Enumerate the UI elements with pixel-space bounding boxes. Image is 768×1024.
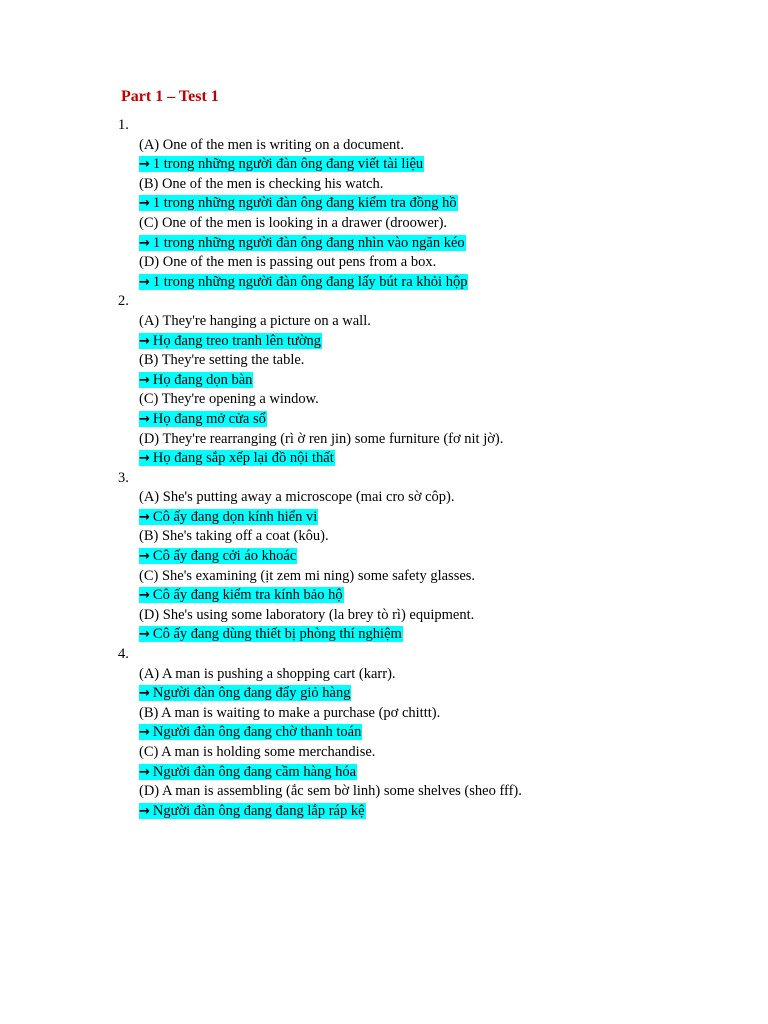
translation-highlight — [139, 764, 357, 780]
translation-line — [0, 802, 768, 822]
right-arrow-icon: → — [139, 411, 150, 427]
translation-highlight — [139, 587, 344, 603]
translation-highlight — [139, 372, 253, 388]
right-arrow-icon: → — [139, 588, 150, 604]
right-arrow-icon: → — [139, 627, 150, 643]
translation-text: 1 trong những người đàn ông đang kiểm tra đồng hồ — [152, 195, 457, 212]
question-number: 4. — [118, 646, 129, 663]
right-arrow-icon: → — [139, 157, 150, 173]
translation-text: Người đàn ông đang chờ thanh toán — [152, 724, 362, 741]
translation-line — [0, 234, 768, 254]
right-arrow-icon: → — [139, 509, 150, 525]
translation-text: Cô ấy đang kiểm tra kính bảo hộ — [152, 587, 343, 604]
translation-highlight — [139, 803, 366, 819]
translation-highlight — [139, 156, 424, 172]
translation-line — [0, 194, 768, 214]
translation-text: Họ đang mở cửa sổ — [152, 410, 266, 427]
option-text: (C) A man is holding some merchandise. — [139, 744, 376, 760]
right-arrow-icon: → — [139, 333, 150, 349]
translation-line — [0, 625, 768, 645]
translation-text: 1 trong những người đàn ông đang viết tài liệu — [152, 156, 424, 173]
translation-line — [0, 508, 768, 528]
translation-line — [0, 684, 768, 704]
right-arrow-icon: → — [139, 196, 150, 212]
option-text: (D) She's using some laboratory (la brey tò rì) equipment. — [139, 606, 475, 623]
question-number: 1. — [118, 117, 129, 133]
translation-line — [0, 586, 768, 606]
translation-line — [0, 410, 768, 430]
translation-highlight — [139, 235, 466, 251]
option-text: (B) She's taking off a coat (kôu). — [139, 528, 329, 545]
translation-line — [0, 547, 768, 567]
translation-highlight — [139, 685, 351, 701]
translation-text: Họ đang dọn bàn — [152, 371, 253, 388]
option-text: (B) They're setting the table. — [139, 352, 305, 369]
right-arrow-icon: → — [139, 764, 150, 780]
translation-line — [0, 371, 768, 391]
translation-highlight — [139, 548, 297, 564]
page-title: Part 1 – Test 1 — [121, 88, 219, 105]
translation-highlight — [139, 724, 362, 740]
option-text: (C) She's examining (ịt zem mi ning) some safety glasses. — [139, 567, 476, 584]
right-arrow-icon: → — [139, 686, 150, 702]
right-arrow-icon: → — [139, 803, 150, 819]
translation-highlight — [139, 450, 335, 466]
translation-highlight — [139, 195, 458, 211]
translation-text: Cô ấy đang dọn kính hiển vi — [152, 508, 318, 525]
translation-text: Người đàn ông đang cầm hàng hóa — [152, 763, 357, 780]
option-text: (B) One of the men is checking his watch. — [139, 175, 384, 192]
question-number: 2. — [118, 293, 129, 310]
translation-highlight — [139, 626, 403, 642]
right-arrow-icon: → — [139, 274, 150, 290]
option-text: (C) One of the men is looking in a drawer (droower). — [139, 214, 448, 231]
translation-text: 1 trong những người đàn ông đang nhìn vào ngăn kéo — [152, 234, 465, 251]
translation-text: Người đàn ông đang đang lắp ráp kệ — [152, 802, 365, 819]
question-number: 3. — [118, 469, 129, 486]
translation-highlight — [139, 411, 267, 427]
translation-highlight — [139, 274, 468, 290]
translation-line — [0, 449, 768, 469]
option-text: (A) They're hanging a picture on a wall. — [139, 312, 371, 329]
option-text: (A) One of the men is writing on a document. — [139, 136, 404, 153]
translation-highlight — [139, 333, 322, 349]
translation-line — [0, 155, 768, 175]
right-arrow-icon: → — [139, 451, 150, 467]
translation-line — [0, 723, 768, 743]
option-text: (D) They're rearranging (rì ờ ren jin) some furniture (fơ nit jờ). — [139, 430, 504, 447]
right-arrow-icon: → — [139, 549, 150, 565]
translation-text: Cô ấy đang cởi áo khoác — [152, 548, 297, 565]
translation-line — [0, 332, 768, 352]
right-arrow-icon: → — [139, 235, 150, 251]
translation-text: 1 trong những người đàn ông đang lấy bút ra khỏi hộp — [152, 273, 468, 290]
translation-text: Cô ấy đang dùng thiết bị phòng thí nghiệm — [152, 626, 402, 643]
option-text: (C) They're opening a window. — [139, 391, 319, 408]
option-text: (D) One of the men is passing out pens from a box. — [139, 254, 437, 271]
question-list — [0, 116, 768, 821]
option-text: (B) A man is waiting to make a purchase (pơ chittt). — [139, 704, 441, 721]
translation-text: Họ đang sắp xếp lại đồ nội thất — [152, 450, 334, 467]
right-arrow-icon: → — [139, 725, 150, 741]
option-text: (A) She's putting away a microscope (mai cro sờ côp). — [139, 489, 455, 506]
translation-text: Họ đang treo tranh lên tường — [152, 332, 322, 349]
translation-highlight — [139, 509, 318, 525]
right-arrow-icon: → — [139, 372, 150, 388]
translation-line — [0, 763, 768, 783]
option-text: (D) A man is assembling (ắc sem bờ linh) some shelves (sheo fff). — [139, 783, 522, 800]
translation-line — [0, 273, 768, 293]
translation-text: Người đàn ông đang đẩy giỏ hàng — [152, 685, 351, 702]
option-text: (A) A man is pushing a shopping cart (karr). — [139, 665, 396, 682]
